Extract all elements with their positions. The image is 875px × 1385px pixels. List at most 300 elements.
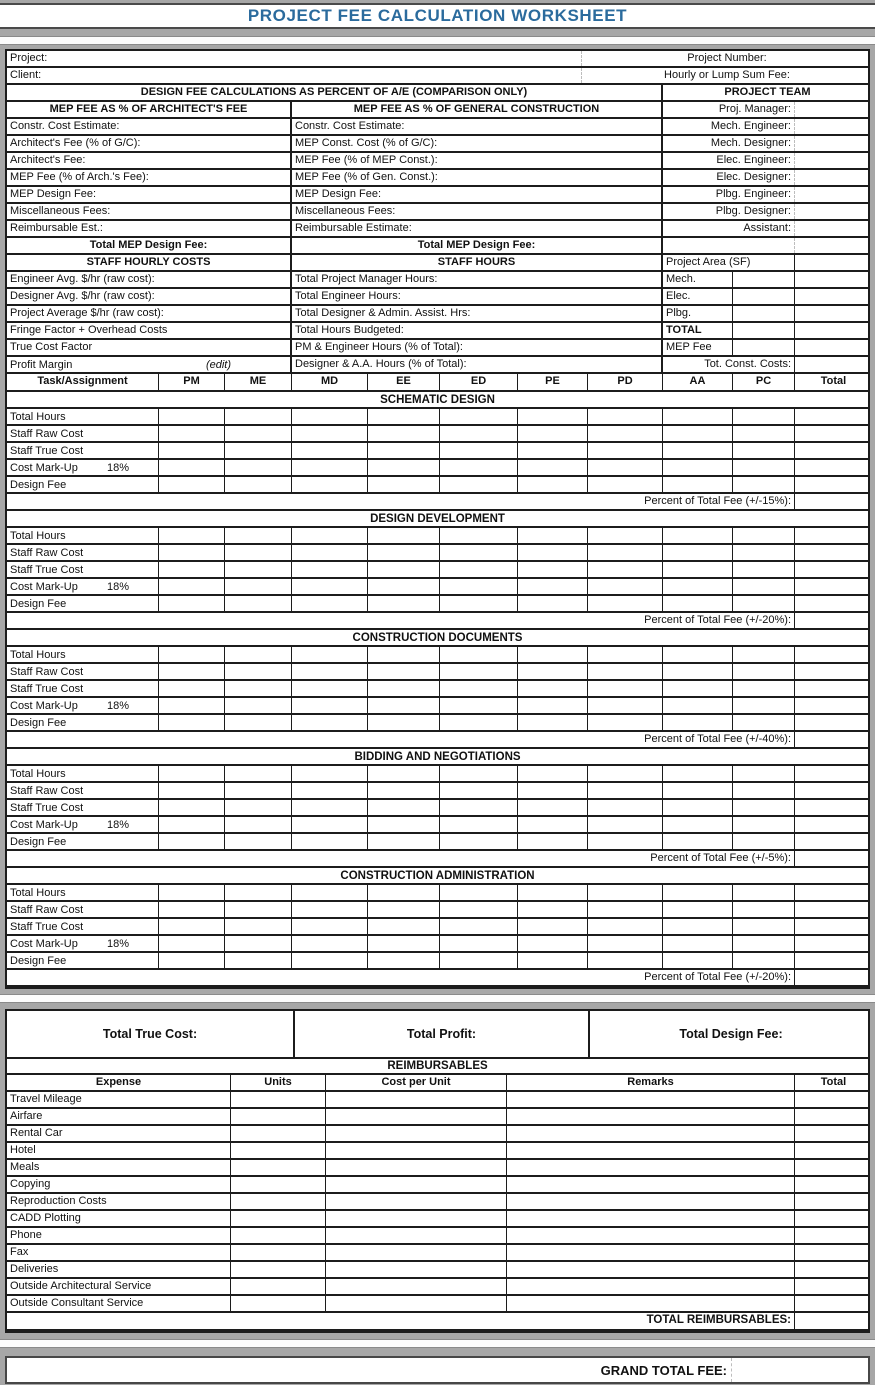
units-cell[interactable] xyxy=(231,1143,326,1158)
value-cell[interactable] xyxy=(225,477,292,492)
value-cell[interactable] xyxy=(368,460,440,475)
total-cell[interactable] xyxy=(795,1177,868,1192)
value-cell[interactable] xyxy=(733,460,795,475)
value-cell[interactable] xyxy=(368,647,440,662)
value-cell[interactable] xyxy=(733,579,795,594)
value-cell[interactable] xyxy=(733,409,795,424)
value-cell[interactable] xyxy=(795,238,868,253)
value-cell[interactable] xyxy=(159,715,225,730)
value-cell[interactable] xyxy=(159,698,225,713)
value-cell[interactable] xyxy=(368,817,440,832)
value-cell[interactable] xyxy=(663,443,733,458)
value-cell[interactable] xyxy=(795,443,868,458)
value-cell[interactable] xyxy=(368,936,440,951)
client-field[interactable] xyxy=(7,68,582,83)
cost-per-unit-cell[interactable] xyxy=(326,1279,507,1294)
value-cell[interactable] xyxy=(292,783,368,798)
value-cell[interactable] xyxy=(292,545,368,560)
value-cell[interactable] xyxy=(663,919,733,934)
value-cell[interactable] xyxy=(795,953,868,968)
remarks-cell[interactable] xyxy=(507,1177,795,1192)
units-cell[interactable] xyxy=(231,1211,326,1226)
value-cell[interactable] xyxy=(733,783,795,798)
value-cell[interactable] xyxy=(368,443,440,458)
value-cell[interactable] xyxy=(292,885,368,900)
value-cell[interactable] xyxy=(368,800,440,815)
value-cell[interactable] xyxy=(292,681,368,696)
units-cell[interactable] xyxy=(231,1160,326,1175)
value-cell[interactable] xyxy=(225,579,292,594)
team-role-value-cell[interactable] xyxy=(795,119,868,134)
discipline-value-cell[interactable] xyxy=(733,323,795,338)
value-cell[interactable] xyxy=(733,936,795,951)
value-cell[interactable] xyxy=(225,800,292,815)
units-cell[interactable] xyxy=(231,1245,326,1260)
cost-per-unit-cell[interactable] xyxy=(326,1211,507,1226)
cost-per-unit-cell[interactable] xyxy=(326,1092,507,1107)
value-cell[interactable] xyxy=(733,681,795,696)
discipline-value-cell[interactable] xyxy=(733,306,795,321)
value-cell[interactable] xyxy=(440,715,518,730)
value-cell[interactable] xyxy=(795,817,868,832)
discipline-value-cell[interactable] xyxy=(733,340,795,355)
value-cell[interactable] xyxy=(518,817,588,832)
value-cell[interactable] xyxy=(225,409,292,424)
team-role-value-cell[interactable] xyxy=(795,153,868,168)
value-cell[interactable] xyxy=(663,426,733,441)
value-cell[interactable] xyxy=(795,698,868,713)
value-cell[interactable] xyxy=(588,528,663,543)
remarks-cell[interactable] xyxy=(507,1109,795,1124)
value-cell[interactable] xyxy=(440,460,518,475)
value-cell[interactable] xyxy=(588,647,663,662)
value-cell[interactable] xyxy=(292,443,368,458)
value-cell[interactable] xyxy=(368,477,440,492)
remarks-cell[interactable] xyxy=(507,1262,795,1277)
total-cell[interactable] xyxy=(795,1262,868,1277)
value-cell[interactable] xyxy=(159,936,225,951)
value-cell[interactable] xyxy=(518,460,588,475)
value-cell[interactable] xyxy=(368,953,440,968)
value-cell[interactable] xyxy=(368,902,440,917)
total-cell[interactable] xyxy=(795,1194,868,1209)
value-cell[interactable] xyxy=(795,460,868,475)
total-cell[interactable] xyxy=(795,1211,868,1226)
remarks-cell[interactable] xyxy=(507,1126,795,1141)
remarks-cell[interactable] xyxy=(507,1296,795,1311)
remarks-cell[interactable] xyxy=(507,1092,795,1107)
value-cell[interactable] xyxy=(733,477,795,492)
value-cell[interactable] xyxy=(159,460,225,475)
value-cell[interactable] xyxy=(518,902,588,917)
value-cell[interactable] xyxy=(368,715,440,730)
cost-per-unit-cell[interactable] xyxy=(326,1126,507,1141)
value-cell[interactable] xyxy=(663,885,733,900)
cost-per-unit-cell[interactable] xyxy=(326,1160,507,1175)
value-cell[interactable] xyxy=(588,443,663,458)
value-cell[interactable] xyxy=(225,953,292,968)
value-cell[interactable] xyxy=(440,443,518,458)
value-cell[interactable] xyxy=(663,817,733,832)
team-role-value-cell[interactable] xyxy=(795,204,868,219)
value-cell[interactable] xyxy=(292,409,368,424)
value-cell[interactable] xyxy=(518,885,588,900)
total-design-fee-cell[interactable] xyxy=(590,1011,868,1057)
value-cell[interactable] xyxy=(663,409,733,424)
percent-value-cell[interactable] xyxy=(795,970,868,985)
total-cell[interactable] xyxy=(795,1245,868,1260)
value-cell[interactable] xyxy=(225,443,292,458)
value-cell[interactable] xyxy=(663,562,733,577)
value-cell[interactable] xyxy=(588,885,663,900)
discipline-value-cell[interactable] xyxy=(795,323,868,338)
discipline-value-cell[interactable] xyxy=(795,340,868,355)
value-cell[interactable] xyxy=(225,460,292,475)
value-cell[interactable] xyxy=(159,545,225,560)
total-cell[interactable] xyxy=(795,1228,868,1243)
units-cell[interactable] xyxy=(231,1296,326,1311)
value-cell[interactable] xyxy=(518,681,588,696)
percent-value-cell[interactable] xyxy=(795,613,868,628)
value-cell[interactable] xyxy=(795,528,868,543)
value-cell[interactable] xyxy=(292,715,368,730)
value-cell[interactable] xyxy=(440,545,518,560)
value-cell[interactable] xyxy=(225,902,292,917)
value-cell[interactable] xyxy=(368,919,440,934)
value-cell[interactable] xyxy=(663,477,733,492)
discipline-value-cell[interactable] xyxy=(795,272,868,287)
value-cell[interactable] xyxy=(733,545,795,560)
value-cell[interactable] xyxy=(733,834,795,849)
value-cell[interactable] xyxy=(588,664,663,679)
cost-per-unit-cell[interactable] xyxy=(326,1194,507,1209)
value-cell[interactable] xyxy=(292,647,368,662)
value-cell[interactable] xyxy=(225,783,292,798)
team-role-value-cell[interactable] xyxy=(795,136,868,151)
value-cell[interactable] xyxy=(292,936,368,951)
value-cell[interactable] xyxy=(588,783,663,798)
value-cell[interactable] xyxy=(663,664,733,679)
cost-per-unit-cell[interactable] xyxy=(326,1296,507,1311)
value-cell[interactable] xyxy=(440,477,518,492)
value-cell[interactable] xyxy=(518,579,588,594)
value-cell[interactable] xyxy=(795,715,868,730)
discipline-value-cell[interactable] xyxy=(733,289,795,304)
value-cell[interactable] xyxy=(159,817,225,832)
value-cell[interactable] xyxy=(733,885,795,900)
value-cell[interactable] xyxy=(518,664,588,679)
discipline-value-cell[interactable] xyxy=(795,289,868,304)
cost-per-unit-cell[interactable] xyxy=(326,1245,507,1260)
value-cell[interactable] xyxy=(292,834,368,849)
value-cell[interactable] xyxy=(440,902,518,917)
total-reimbursables-value-cell[interactable] xyxy=(795,1313,868,1329)
value-cell[interactable] xyxy=(440,409,518,424)
value-cell[interactable] xyxy=(159,681,225,696)
units-cell[interactable] xyxy=(231,1228,326,1243)
value-cell[interactable] xyxy=(225,596,292,611)
total-cell[interactable] xyxy=(795,1143,868,1158)
team-role-value-cell[interactable] xyxy=(795,221,868,236)
grand-total-value-cell[interactable] xyxy=(732,1358,872,1382)
value-cell[interactable] xyxy=(663,579,733,594)
value-cell[interactable] xyxy=(518,443,588,458)
total-cell[interactable] xyxy=(795,1279,868,1294)
value-cell[interactable] xyxy=(440,426,518,441)
hourly-lump-sum-field[interactable] xyxy=(582,68,868,83)
value-cell[interactable] xyxy=(588,596,663,611)
value-cell[interactable] xyxy=(518,953,588,968)
value-cell[interactable] xyxy=(518,919,588,934)
value-cell[interactable] xyxy=(663,953,733,968)
value-cell[interactable] xyxy=(733,919,795,934)
value-cell[interactable] xyxy=(292,596,368,611)
value-cell[interactable] xyxy=(733,426,795,441)
remarks-cell[interactable] xyxy=(507,1194,795,1209)
value-cell[interactable] xyxy=(588,545,663,560)
value-cell[interactable] xyxy=(518,528,588,543)
value-cell[interactable] xyxy=(368,409,440,424)
value-cell[interactable] xyxy=(795,409,868,424)
units-cell[interactable] xyxy=(231,1262,326,1277)
value-cell[interactable] xyxy=(292,664,368,679)
value-cell[interactable] xyxy=(368,783,440,798)
value-cell[interactable] xyxy=(663,545,733,560)
team-role-value-cell[interactable] xyxy=(795,102,868,117)
value-cell[interactable] xyxy=(518,936,588,951)
value-cell[interactable] xyxy=(733,698,795,713)
value-cell[interactable] xyxy=(440,885,518,900)
discipline-value-cell[interactable] xyxy=(733,272,795,287)
value-cell[interactable] xyxy=(588,681,663,696)
value-cell[interactable] xyxy=(795,834,868,849)
value-cell[interactable] xyxy=(663,834,733,849)
value-cell[interactable] xyxy=(733,953,795,968)
value-cell[interactable] xyxy=(795,579,868,594)
units-cell[interactable] xyxy=(231,1126,326,1141)
value-cell[interactable] xyxy=(159,579,225,594)
value-cell[interactable] xyxy=(588,800,663,815)
value-cell[interactable] xyxy=(663,596,733,611)
remarks-cell[interactable] xyxy=(507,1211,795,1226)
value-cell[interactable] xyxy=(795,766,868,781)
value-cell[interactable] xyxy=(225,681,292,696)
value-cell[interactable] xyxy=(518,834,588,849)
total-cell[interactable] xyxy=(795,1296,868,1311)
cost-per-unit-cell[interactable] xyxy=(326,1228,507,1243)
value-cell[interactable] xyxy=(368,885,440,900)
value-cell[interactable] xyxy=(159,443,225,458)
value-cell[interactable] xyxy=(588,834,663,849)
project-area-value-cell[interactable] xyxy=(795,255,868,270)
cost-per-unit-cell[interactable] xyxy=(326,1177,507,1192)
value-cell[interactable] xyxy=(440,834,518,849)
value-cell[interactable] xyxy=(588,562,663,577)
value-cell[interactable] xyxy=(588,477,663,492)
value-cell[interactable] xyxy=(440,698,518,713)
value-cell[interactable] xyxy=(795,477,868,492)
value-cell[interactable] xyxy=(159,647,225,662)
value-cell[interactable] xyxy=(663,902,733,917)
team-role-value-cell[interactable] xyxy=(795,170,868,185)
value-cell[interactable] xyxy=(225,715,292,730)
value-cell[interactable] xyxy=(292,528,368,543)
value-cell[interactable] xyxy=(795,681,868,696)
value-cell[interactable] xyxy=(225,545,292,560)
value-cell[interactable] xyxy=(159,664,225,679)
value-cell[interactable] xyxy=(733,902,795,917)
value-cell[interactable] xyxy=(663,681,733,696)
value-cell[interactable] xyxy=(663,936,733,951)
value-cell[interactable] xyxy=(368,426,440,441)
value-cell[interactable] xyxy=(663,715,733,730)
value-cell[interactable] xyxy=(159,919,225,934)
total-cell[interactable] xyxy=(795,1160,868,1175)
units-cell[interactable] xyxy=(231,1092,326,1107)
value-cell[interactable] xyxy=(795,885,868,900)
value-cell[interactable] xyxy=(733,443,795,458)
value-cell[interactable] xyxy=(159,800,225,815)
value-cell[interactable] xyxy=(733,664,795,679)
value-cell[interactable] xyxy=(159,562,225,577)
cost-per-unit-cell[interactable] xyxy=(326,1262,507,1277)
remarks-cell[interactable] xyxy=(507,1160,795,1175)
project-field[interactable] xyxy=(7,51,582,66)
project-number-field[interactable] xyxy=(582,51,868,66)
value-cell[interactable] xyxy=(159,766,225,781)
value-cell[interactable] xyxy=(440,766,518,781)
value-cell[interactable] xyxy=(440,664,518,679)
value-cell[interactable] xyxy=(225,664,292,679)
value-cell[interactable] xyxy=(368,766,440,781)
value-cell[interactable] xyxy=(225,936,292,951)
total-profit-cell[interactable] xyxy=(295,1011,590,1057)
value-cell[interactable] xyxy=(225,647,292,662)
percent-value-cell[interactable] xyxy=(795,851,868,866)
value-cell[interactable] xyxy=(292,766,368,781)
value-cell[interactable] xyxy=(518,698,588,713)
total-cell[interactable] xyxy=(795,1126,868,1141)
value-cell[interactable] xyxy=(663,698,733,713)
value-cell[interactable] xyxy=(440,953,518,968)
remarks-cell[interactable] xyxy=(507,1279,795,1294)
value-cell[interactable] xyxy=(733,647,795,662)
value-cell[interactable] xyxy=(225,817,292,832)
value-cell[interactable] xyxy=(795,647,868,662)
total-cell[interactable] xyxy=(795,1109,868,1124)
value-cell[interactable] xyxy=(733,596,795,611)
value-cell[interactable] xyxy=(440,681,518,696)
value-cell[interactable] xyxy=(795,562,868,577)
value-cell[interactable] xyxy=(518,545,588,560)
cost-per-unit-cell[interactable] xyxy=(326,1143,507,1158)
value-cell[interactable] xyxy=(588,409,663,424)
percent-value-cell[interactable] xyxy=(795,732,868,747)
discipline-value-cell[interactable] xyxy=(795,306,868,321)
value-cell[interactable] xyxy=(733,800,795,815)
value-cell[interactable] xyxy=(518,800,588,815)
value-cell[interactable] xyxy=(225,834,292,849)
value-cell[interactable] xyxy=(368,681,440,696)
value-cell[interactable] xyxy=(159,783,225,798)
value-cell[interactable] xyxy=(368,664,440,679)
value-cell[interactable] xyxy=(292,426,368,441)
value-cell[interactable] xyxy=(159,528,225,543)
value-cell[interactable] xyxy=(663,528,733,543)
value-cell[interactable] xyxy=(518,409,588,424)
units-cell[interactable] xyxy=(231,1194,326,1209)
value-cell[interactable] xyxy=(518,596,588,611)
team-role-value-cell[interactable] xyxy=(795,187,868,202)
value-cell[interactable] xyxy=(225,562,292,577)
value-cell[interactable] xyxy=(225,528,292,543)
remarks-cell[interactable] xyxy=(507,1143,795,1158)
value-cell[interactable] xyxy=(518,647,588,662)
cost-per-unit-cell[interactable] xyxy=(326,1109,507,1124)
value-cell[interactable] xyxy=(368,528,440,543)
value-cell[interactable] xyxy=(733,817,795,832)
remarks-cell[interactable] xyxy=(507,1245,795,1260)
value-cell[interactable] xyxy=(795,800,868,815)
value-cell[interactable] xyxy=(795,664,868,679)
percent-value-cell[interactable] xyxy=(795,494,868,509)
value-cell[interactable] xyxy=(225,919,292,934)
tot-const-costs-value-cell[interactable] xyxy=(795,357,868,372)
value-cell[interactable] xyxy=(440,919,518,934)
value-cell[interactable] xyxy=(159,426,225,441)
value-cell[interactable] xyxy=(663,766,733,781)
value-cell[interactable] xyxy=(518,715,588,730)
total-true-cost-cell[interactable] xyxy=(7,1011,295,1057)
value-cell[interactable] xyxy=(588,579,663,594)
value-cell[interactable] xyxy=(440,579,518,594)
value-cell[interactable] xyxy=(225,885,292,900)
value-cell[interactable] xyxy=(368,596,440,611)
value-cell[interactable] xyxy=(225,426,292,441)
value-cell[interactable] xyxy=(588,460,663,475)
value-cell[interactable] xyxy=(368,545,440,560)
value-cell[interactable] xyxy=(663,783,733,798)
total-cell[interactable] xyxy=(795,1092,868,1107)
units-cell[interactable] xyxy=(231,1109,326,1124)
value-cell[interactable] xyxy=(588,919,663,934)
value-cell[interactable] xyxy=(588,698,663,713)
value-cell[interactable] xyxy=(368,579,440,594)
value-cell[interactable] xyxy=(440,800,518,815)
value-cell[interactable] xyxy=(159,834,225,849)
value-cell[interactable] xyxy=(518,783,588,798)
value-cell[interactable] xyxy=(733,562,795,577)
value-cell[interactable] xyxy=(795,919,868,934)
value-cell[interactable] xyxy=(795,596,868,611)
value-cell[interactable] xyxy=(159,902,225,917)
value-cell[interactable] xyxy=(440,562,518,577)
value-cell[interactable] xyxy=(440,783,518,798)
value-cell[interactable] xyxy=(795,783,868,798)
value-cell[interactable] xyxy=(292,902,368,917)
value-cell[interactable] xyxy=(518,426,588,441)
value-cell[interactable] xyxy=(795,426,868,441)
value-cell[interactable] xyxy=(292,919,368,934)
value-cell[interactable] xyxy=(588,902,663,917)
units-cell[interactable] xyxy=(231,1177,326,1192)
value-cell[interactable] xyxy=(518,477,588,492)
value-cell[interactable] xyxy=(440,817,518,832)
value-cell[interactable] xyxy=(588,766,663,781)
value-cell[interactable] xyxy=(292,953,368,968)
value-cell[interactable] xyxy=(368,562,440,577)
value-cell[interactable] xyxy=(440,936,518,951)
